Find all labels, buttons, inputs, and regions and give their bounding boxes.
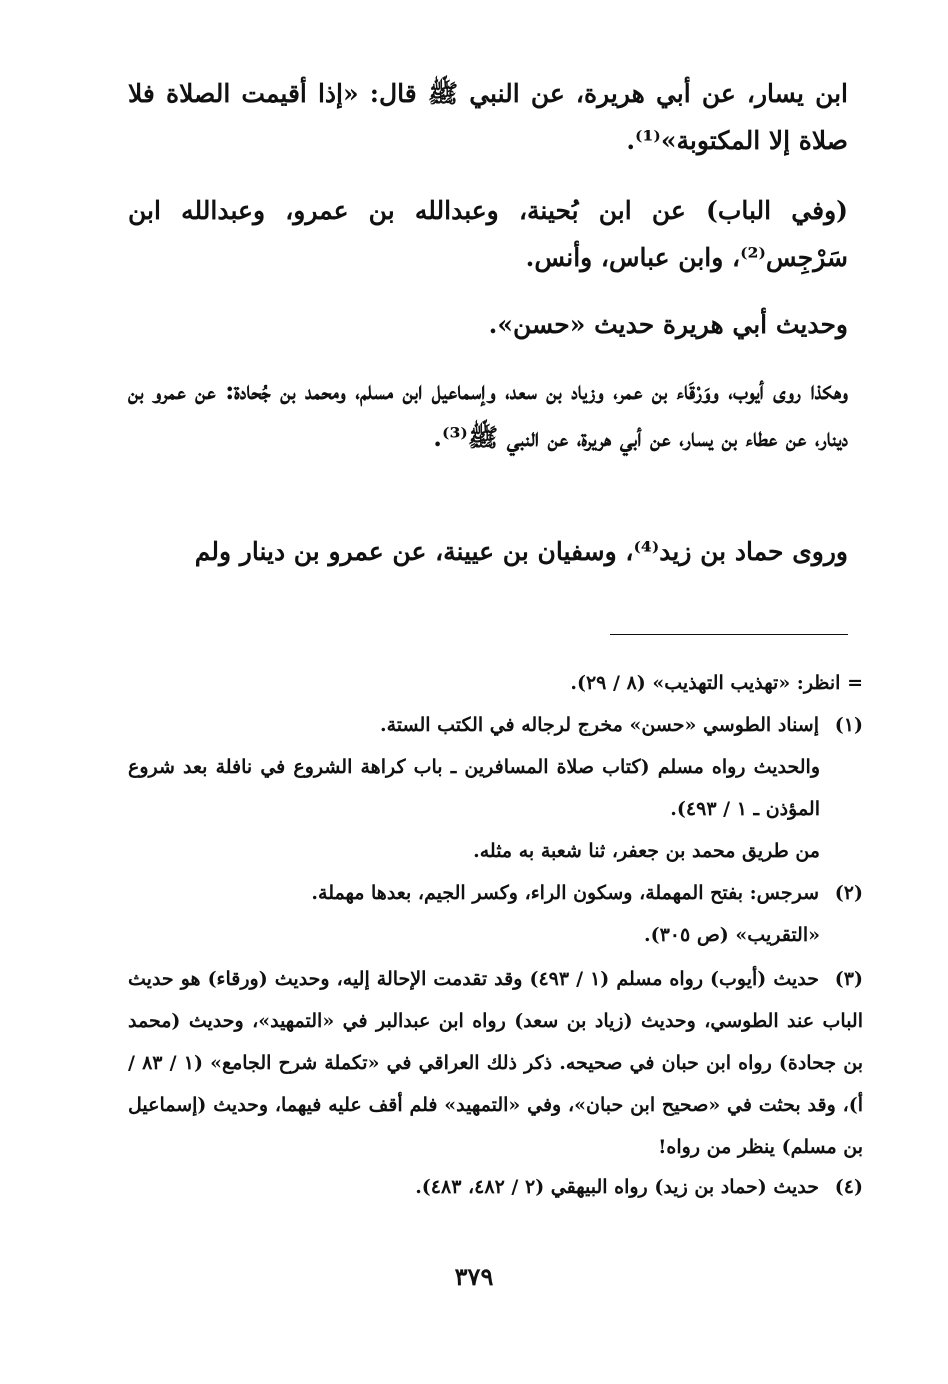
footnote-1-source: من طريق محمد بن جعفر، ثنا شعبة به مثله. — [473, 840, 820, 862]
footnote-4-number: (٤) — [834, 1176, 863, 1198]
paragraph-5: وروى حماد بن زيد⁽⁴⁾، وسفيان بن عيينة، عن عمرو بن دينار ولم — [194, 537, 848, 566]
footnote-4-text: حديث (حماد بن زيد) رواه البيهقي (٢ / ٤٨٢، ٤٨٣). — [415, 1176, 819, 1198]
footnote-separator — [610, 634, 848, 635]
paragraph-1: ابن يسار، عن أبي هريرة، عن النبي ﷺ قال: «إذا أقيمت الصلاة فلا صلاة إلا المكتوبة»⁽¹⁾. — [128, 79, 848, 155]
footnote-carryover: = انظر: «تهذيب التهذيب» (٨ / ٢٩). — [570, 672, 863, 694]
footnote-4 — [128, 1166, 863, 1208]
footnote-2-reference: «التقريب» (ص ٣٠٥). — [643, 924, 820, 946]
page-number: ٣٧٩ — [454, 1262, 494, 1291]
footnote-1-continuation: والحديث رواه مسلم (كتاب صلاة المسافرين ـ باب كراهة الشروع في نافلة بعد شروع المؤذن ـ ١ / ٤٩٣). — [128, 756, 820, 820]
footnote-2-number: (٢) — [834, 882, 863, 904]
paragraph-4: وهكذا روى أيوب، ووَرْقَاء بن عمر، وزياد بن سعد، وإسماعيل ابن مسلم، ومحمد بن جُحادة: عن عمرو بن دينار، عن عطاء بن يسار، عن أبي هريرة، عن النبي ﷺ⁽³⁾. — [128, 376, 848, 452]
footnote-3-text: حديث (أيوب) رواه مسلم (١ / ٤٩٣) وقد تقدمت الإحالة إليه، وحديث (ورقاء) هو حديث الباب عند الطوسي، وحديث (زياد بن سعد) رواه ابن عبدالبر في «التمهيد»، وحديث (محمد بن جحادة) رواه ابن حبان في صحيحه. ذكر ذلك العراقي في «تكملة شرح الجامع» (١ / ٨٣ / أ)، وقد بحثت في «صحيح ابن حبان»، وفي «التمهيد» فلم أقف عليه فيهما، وحديث (إسماعيل بن مسلم) ينظر من رواه! — [128, 968, 864, 1158]
footnote-1 — [128, 704, 863, 746]
paragraph-3: وحديث أبي هريرة حديث «حسن». — [488, 310, 848, 339]
footnote-1-text: إسناد الطوسي «حسن» مخرج لرجاله في الكتب الستة. — [379, 714, 819, 736]
footnote-3 — [128, 958, 863, 1168]
footnote-2-text: سرجس: بفتح المهملة، وسكون الراء، وكسر الجيم، بعدها مهملة. — [311, 882, 819, 904]
footnote-2 — [128, 872, 863, 914]
footnote-3-number: (٣) — [834, 968, 863, 990]
footnote-1-number: (١) — [834, 714, 863, 736]
paragraph-2: (وفي الباب) عن ابن بُحينة، وعبدالله بن عمرو، وعبدالله ابن سَرْجِس⁽²⁾، وابن عباس، وأنس. — [128, 196, 848, 272]
